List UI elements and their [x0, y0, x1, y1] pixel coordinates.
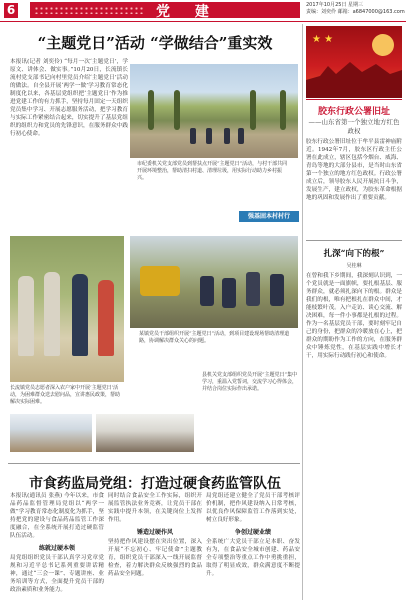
- col1-text: 本报讯(通讯员 张燕) 今年以来，市食品药品监督管理局党组以“两学一做”学习教育常态化制度化为抓手，坚持把党的建设与食品药品监管工作深度融合，在全系统开展打造过硬监管队伍活动。: [10, 493, 104, 539]
- right-rule-mid: [306, 240, 402, 241]
- second-story-col3: [206, 492, 300, 578]
- tower-silhouette-icon: [306, 26, 402, 98]
- col3-subhead: 争创过硬业绩: [234, 529, 271, 536]
- right-story2-body: 在曾和我下乡期间，我深刻认识到，一个党员就是一面旗帜，要扎根基层、服务群众，就必须扎深向下的根。群众是我们的根，唯有把根扎在群众中间，才能枝繁叶茂。入户走访、谈心交流、解决困难，每一件小事都是扎根的过程。作为一名基层党员干部，要时刻牢记自己的身份，把群众的冷暖放在心上，把群众的期盼作为工作的方向，在服务群众中锤炼党性，在基层实践中增长才干，用实际行动践行初心和使命。: [306, 273, 402, 359]
- col2-subhead: 锤造过硬作风: [136, 529, 173, 536]
- issue-date: 2017年10月25日 星期三: [306, 2, 364, 8]
- right-rule-top: [306, 99, 402, 100]
- page-number: 6: [4, 3, 18, 18]
- second-story-col2: [108, 492, 202, 578]
- banner-dot-pattern: [34, 6, 144, 14]
- col3-text-b: 全系统广大党员干部立足本职、奋发有为，在食品安全城市创建、药品安全专项整治等重点工作中勇挑重担，取得了明显成效，群众满意度不断提升。: [206, 539, 300, 577]
- col2-text: 同时结合食品安全工作实际，组织开展监管执法业务竞赛，让党员干部在实践中提升本领，在关键岗位上发挥作用。: [108, 493, 202, 523]
- col1-text-b: 局党组组织党员干部认真学习党章党规和习近平总书记系列重要讲话精神，通过“三会一课”、专题讲座、业务培训等方式，全面提升党员干部的政治素质和业务能力。: [10, 555, 104, 593]
- second-story-col1: [10, 492, 104, 594]
- right-story1-body: 胶东行政公署旧址位于牟平县雷神庙附近。1942年7月，胶东区行政主任公署在此成立，辖区包括今烟台、威海、青岛等地的大部分县市，是当时山东省第一个独立的地方红色政权。行政公署成立后，领导胶东人民开展抗日斗争，发展生产，建立政权，为胶东革命根据地的巩固和发展作出了重要贡献。: [306, 139, 402, 201]
- column-badge: 强基固本村村行: [239, 211, 299, 222]
- photo-project-site: [130, 236, 298, 328]
- photo45-caption: 县机关党支部组织党员开展“主题党日”集中学习，重温入党誓词，交流学习心得体会，并结合岗位实际作出承诺。: [202, 372, 298, 392]
- right-story1-title: 胶东行政公署旧址: [317, 107, 390, 117]
- section-title: 党 建: [156, 4, 219, 20]
- page-header: [0, 0, 406, 22]
- header-rule: [0, 21, 406, 22]
- photo1-caption: 市纪委机关党支部党员到帮扶点开展“主题党日”活动，与村干部共同开展环境整治，帮助清扫村道、清理垃圾，用实际行动助力乡村振兴。: [137, 161, 288, 181]
- photo3-caption: 某镇党员干部组织开展“主题党日”活动，到项目建设现场帮助清理道路，协调解决群众关心的问题。: [139, 331, 290, 344]
- right-story2-author: 吴桂琳: [346, 263, 362, 269]
- star-icon: ★ ★: [312, 34, 334, 45]
- photo-visiting-villagers: [10, 236, 124, 382]
- issue-info: [306, 2, 405, 16]
- section-divider: [8, 463, 300, 464]
- editor-line: 责编：刘奕伶 邮箱：a6847000@163.com: [306, 9, 405, 15]
- right-story2-title: 扎深“向下的根”: [323, 249, 385, 259]
- col1-subhead: 练就过硬本领: [38, 545, 75, 552]
- main-lead-text: 本报讯(记者 刘奕伶) “每月一次‘主题党日’，学原文、讲体会、做实事。”10月20日，长流镇长流村党支部书记向村里党员介绍‘主题党日’活动的做法。自全县开展‘两学一做’学习教育常态化制度化以来，各基层党组织把‘主题党日’作为推进党建工作的有力抓手，坚持每月固定一天组织党员集中学习、开展志愿服务活动，把学习教育与实际工作紧密结合起来，切实提升了基层党组织的组织力和党员的先锋意识，在服务群众中践行初心使命。: [10, 59, 128, 137]
- red-banner-image: [306, 26, 402, 98]
- photo-village-cleanup: [130, 64, 298, 158]
- column-divider: [302, 24, 303, 600]
- col3-text: 局党组还建立健全了党员干部考核评价机制，把作风建设纳入日常考核，以优良作风保障监管工作落到实处，树立良好形象。: [206, 493, 300, 523]
- photo-meeting-room: [10, 414, 92, 452]
- photo2-caption: 长流镇党员志愿者深入农户家中开展‘主题党日’活动，为困难群众送去慰问品，宣讲惠民政策，帮助解决实际困难。: [10, 385, 121, 405]
- photo-study-session: [96, 414, 194, 452]
- second-headline: 市食药监局党组：打造过硬食药监管队伍: [29, 476, 281, 492]
- col2-text-b: 坚持把作风建设摆在突出位置，深入开展“不忘初心、牢记使命”主题教育，组织党员干部深入一线开展监督检查，着力解决群众反映强烈的食品药品安全问题。: [108, 539, 202, 577]
- right-story1-subtitle: ——山东省第一个独立地方红色政权: [308, 118, 400, 135]
- main-headline: “主题党日”活动 “学做结合”重实效: [37, 34, 273, 52]
